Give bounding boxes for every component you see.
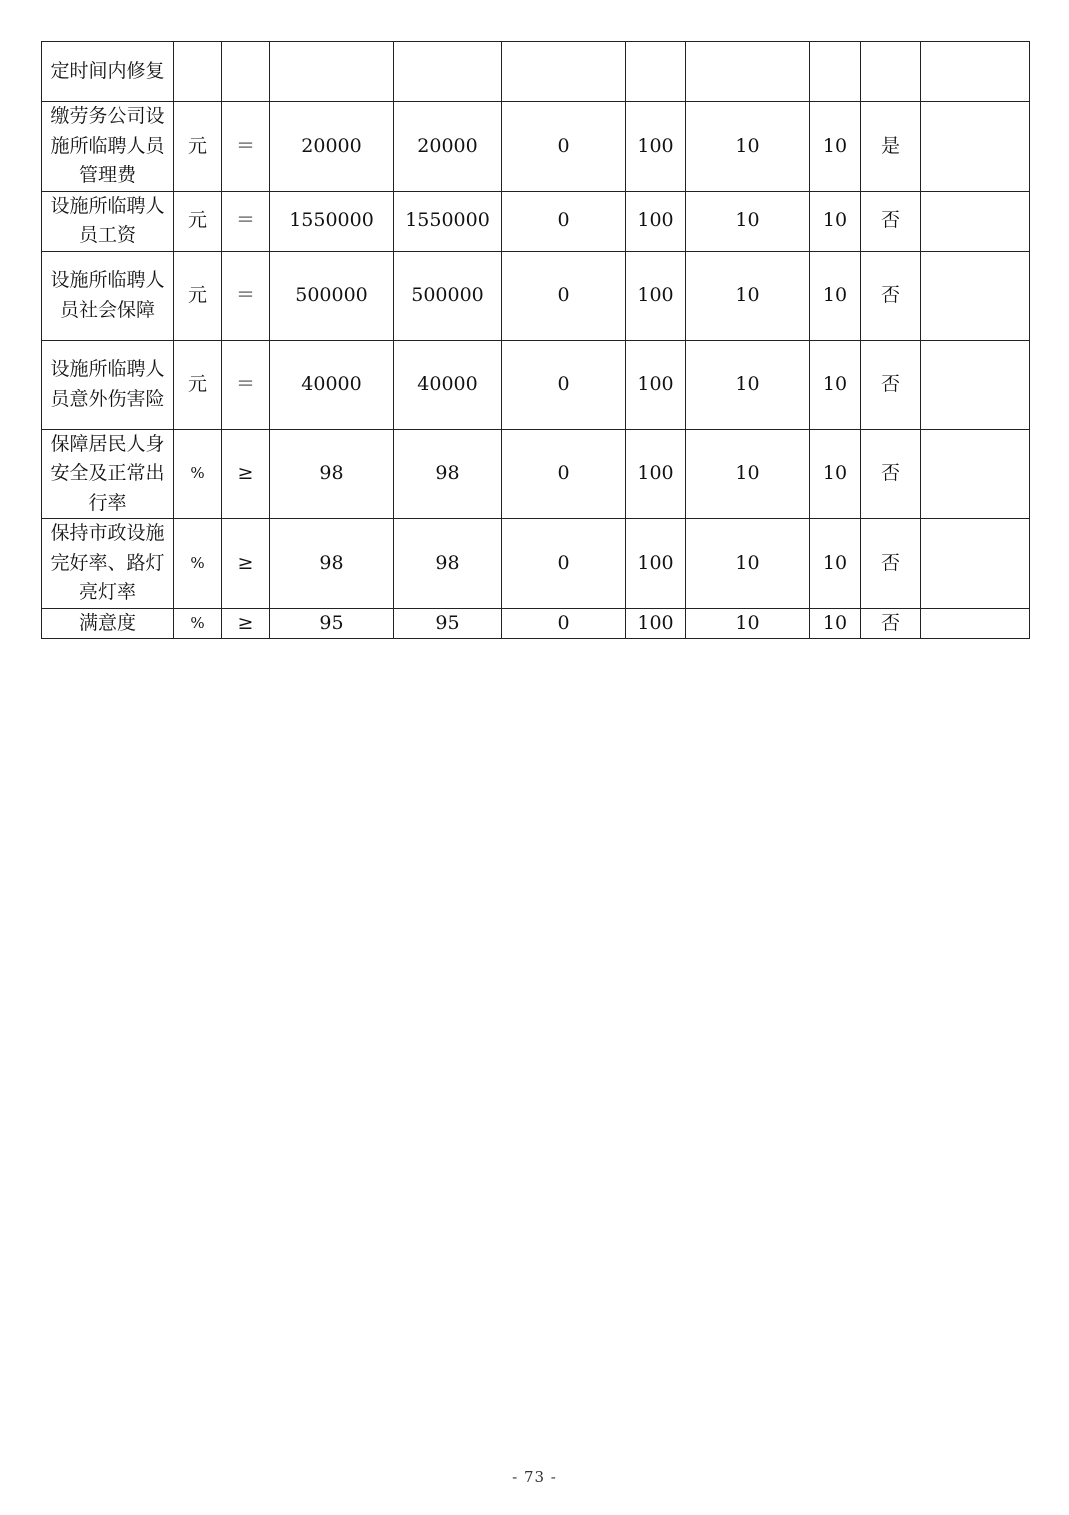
- score-cell: 10: [810, 191, 861, 251]
- flag-cell: 否: [861, 251, 921, 340]
- score-cell: 10: [810, 608, 861, 639]
- indicator-name: 定时间内修复: [42, 42, 174, 102]
- note-cell: [921, 42, 1030, 102]
- weight-cell: 10: [686, 519, 810, 609]
- indicator-table: [41, 41, 1030, 639]
- flag-cell: [861, 42, 921, 102]
- note-cell: [921, 340, 1030, 429]
- actual-value-cell: 98: [394, 519, 502, 609]
- operator-cell: ＝: [222, 340, 270, 429]
- indicator-name: 保持市政设施完好率、路灯亮灯率: [42, 519, 174, 609]
- operator-cell: ≥: [222, 429, 270, 519]
- flag-cell: 否: [861, 340, 921, 429]
- weight-cell: 10: [686, 191, 810, 251]
- deviation-cell: 0: [502, 251, 626, 340]
- actual-value-cell: 1550000: [394, 191, 502, 251]
- target-value-cell: 98: [270, 429, 394, 519]
- score-cell: 10: [810, 102, 861, 192]
- completion-rate-cell: 100: [626, 251, 686, 340]
- actual-value-cell: [394, 42, 502, 102]
- deviation-cell: 0: [502, 608, 626, 639]
- table-row: [42, 519, 1030, 609]
- weight-cell: 10: [686, 340, 810, 429]
- unit-cell: %: [174, 519, 222, 609]
- unit-cell: 元: [174, 340, 222, 429]
- deviation-cell: 0: [502, 191, 626, 251]
- unit-cell: %: [174, 429, 222, 519]
- actual-value-cell: 98: [394, 429, 502, 519]
- unit-cell: 元: [174, 102, 222, 192]
- target-value-cell: 40000: [270, 340, 394, 429]
- weight-cell: 10: [686, 429, 810, 519]
- score-cell: 10: [810, 429, 861, 519]
- deviation-cell: 0: [502, 340, 626, 429]
- weight-cell: 10: [686, 251, 810, 340]
- actual-value-cell: 95: [394, 608, 502, 639]
- target-value-cell: 98: [270, 519, 394, 609]
- flag-cell: 否: [861, 191, 921, 251]
- note-cell: [921, 251, 1030, 340]
- unit-cell: [174, 42, 222, 102]
- target-value-cell: 1550000: [270, 191, 394, 251]
- operator-cell: ＝: [222, 102, 270, 192]
- deviation-cell: 0: [502, 102, 626, 192]
- note-cell: [921, 102, 1030, 192]
- actual-value-cell: 40000: [394, 340, 502, 429]
- indicator-name: 设施所临聘人员意外伤害险: [42, 340, 174, 429]
- deviation-cell: 0: [502, 519, 626, 609]
- weight-cell: 10: [686, 608, 810, 639]
- target-value-cell: 500000: [270, 251, 394, 340]
- unit-cell: %: [174, 608, 222, 639]
- flag-cell: 否: [861, 429, 921, 519]
- completion-rate-cell: 100: [626, 102, 686, 192]
- operator-cell: ＝: [222, 251, 270, 340]
- completion-rate-cell: 100: [626, 429, 686, 519]
- deviation-cell: 0: [502, 429, 626, 519]
- completion-rate-cell: 100: [626, 340, 686, 429]
- deviation-cell: [502, 42, 626, 102]
- score-cell: 10: [810, 251, 861, 340]
- unit-cell: 元: [174, 191, 222, 251]
- table-row: [42, 42, 1030, 102]
- target-value-cell: [270, 42, 394, 102]
- actual-value-cell: 20000: [394, 102, 502, 192]
- table-row: [42, 608, 1030, 639]
- note-cell: [921, 429, 1030, 519]
- target-value-cell: 20000: [270, 102, 394, 192]
- score-cell: [810, 42, 861, 102]
- note-cell: [921, 608, 1030, 639]
- score-cell: 10: [810, 519, 861, 609]
- completion-rate-cell: 100: [626, 519, 686, 609]
- score-cell: 10: [810, 340, 861, 429]
- completion-rate-cell: 100: [626, 608, 686, 639]
- completion-rate-cell: 100: [626, 191, 686, 251]
- page-number: - 73 -: [512, 1468, 557, 1486]
- table-row: [42, 251, 1030, 340]
- table-row: [42, 191, 1030, 251]
- weight-cell: 10: [686, 102, 810, 192]
- table-row: [42, 340, 1030, 429]
- flag-cell: 是: [861, 102, 921, 192]
- flag-cell: 否: [861, 608, 921, 639]
- actual-value-cell: 500000: [394, 251, 502, 340]
- indicator-name: 保障居民人身安全及正常出行率: [42, 429, 174, 519]
- note-cell: [921, 191, 1030, 251]
- target-value-cell: 95: [270, 608, 394, 639]
- indicator-name: 缴劳务公司设施所临聘人员管理费: [42, 102, 174, 192]
- operator-cell: ≥: [222, 608, 270, 639]
- indicator-name: 满意度: [42, 608, 174, 639]
- indicator-name: 设施所临聘人员社会保障: [42, 251, 174, 340]
- operator-cell: [222, 42, 270, 102]
- table-row: [42, 102, 1030, 192]
- flag-cell: 否: [861, 519, 921, 609]
- operator-cell: ＝: [222, 191, 270, 251]
- table-row: [42, 429, 1030, 519]
- indicator-name: 设施所临聘人员工资: [42, 191, 174, 251]
- completion-rate-cell: [626, 42, 686, 102]
- note-cell: [921, 519, 1030, 609]
- weight-cell: [686, 42, 810, 102]
- unit-cell: 元: [174, 251, 222, 340]
- operator-cell: ≥: [222, 519, 270, 609]
